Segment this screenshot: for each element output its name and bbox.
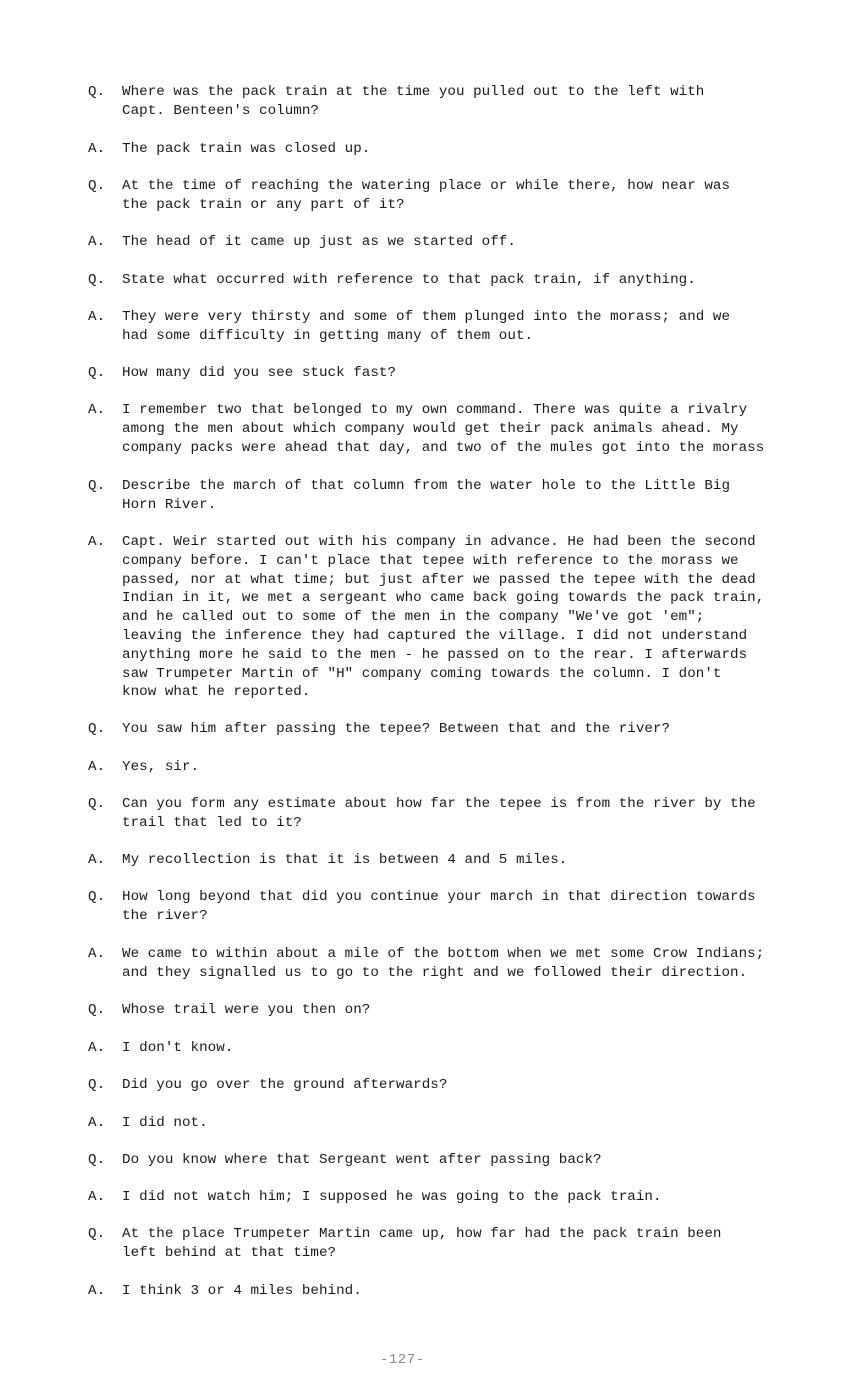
speaker-label: Q.	[88, 84, 106, 100]
speaker-label: Q.	[88, 1226, 106, 1242]
speaker-label: A.	[88, 759, 106, 775]
speaker-label: A.	[88, 852, 106, 868]
entry-text: Where was the pack train at the time you pulled out to the left with Capt. Benteen's column?	[122, 84, 705, 119]
speaker-label: A.	[88, 1189, 106, 1205]
entry-text: Describe the march of that column from the water hole to the Little Big Horn River.	[122, 478, 731, 513]
entry-text: The head of it came up just as we started off.	[122, 234, 516, 250]
answer-entry	[88, 1282, 818, 1301]
speaker-label: A.	[88, 234, 106, 250]
speaker-label: Q.	[88, 365, 106, 381]
entry-text: My recollection is that it is between 4 and 5 miles.	[122, 852, 568, 868]
answer-entry	[88, 140, 818, 159]
speaker-label: Q.	[88, 478, 106, 494]
speaker-label: A.	[88, 946, 106, 962]
entry-text: Did you go over the ground afterwards?	[122, 1077, 448, 1093]
answer-entry	[88, 308, 818, 346]
entry-text: I did not watch him; I supposed he was going to the pack train.	[122, 1189, 662, 1205]
question-entry	[88, 720, 818, 739]
speaker-label: Q.	[88, 1152, 106, 1168]
answer-entry	[88, 533, 818, 702]
question-entry	[88, 888, 818, 926]
entry-text: I did not.	[122, 1115, 208, 1131]
question-entry	[88, 177, 818, 215]
entry-text: Capt. Weir started out with his company in advance. He had been the second company before. I can't place that tepee with reference to the morass we passed, nor at what time; but just after we passed the tepee with the dead Indian in it, we met a sergeant who came back going towards the pack train, and he called out to some of the men in the company "We've got 'em"; leaving the inference they had captured the village. I did not understand anything more he said to the men - he passed on to the rear. I afterwards saw Trumpeter Martin of "H" company coming towards the column. I don't know what he reported.	[122, 534, 765, 701]
speaker-label: A.	[88, 1040, 106, 1056]
speaker-label: A.	[88, 402, 106, 418]
entry-text: I don't know.	[122, 1040, 234, 1056]
entry-text: Do you know where that Sergeant went after passing back?	[122, 1152, 602, 1168]
speaker-label: Q.	[88, 178, 106, 194]
speaker-label: Q.	[88, 796, 106, 812]
question-entry	[88, 795, 818, 833]
entry-text: They were very thirsty and some of them plunged into the morass; and we had some difficulty in getting many of them out.	[122, 309, 731, 344]
speaker-label: A.	[88, 1283, 106, 1299]
question-entry	[88, 1151, 818, 1170]
question-entry	[88, 364, 818, 383]
entry-text: I remember two that belonged to my own command. There was quite a rivalry among the men about which company would get their pack animals ahead. My company packs were ahead that day, and two of the mules got into the morass	[122, 402, 765, 456]
speaker-label: Q.	[88, 1002, 106, 1018]
entry-text: At the time of reaching the watering place or while there, how near was the pack train or any part of it?	[122, 178, 731, 213]
answer-entry	[88, 758, 818, 777]
entry-text: At the place Trumpeter Martin came up, how far had the pack train been left behind at that time?	[122, 1226, 722, 1261]
answer-entry	[88, 233, 818, 252]
answer-entry	[88, 1114, 818, 1133]
question-entry	[88, 271, 818, 290]
entry-text: State what occurred with reference to that pack train, if anything.	[122, 272, 696, 288]
answer-entry	[88, 851, 818, 870]
question-entry	[88, 1076, 818, 1095]
entry-text: Yes, sir.	[122, 759, 200, 775]
page-number: -127-	[380, 1352, 425, 1368]
question-entry	[88, 83, 818, 121]
speaker-label: A.	[88, 1115, 106, 1131]
entry-text: Can you form any estimate about how far the tepee is from the river by the trail that led to it?	[122, 796, 756, 831]
answer-entry	[88, 1039, 818, 1058]
question-entry	[88, 1225, 818, 1263]
answer-entry	[88, 401, 818, 457]
answer-entry	[88, 1188, 818, 1207]
entry-text: We came to within about a mile of the bottom when we met some Crow Indians; and they signalled us to go to the right and we followed their direction.	[122, 946, 765, 981]
speaker-label: A.	[88, 309, 106, 325]
answer-entry	[88, 945, 818, 983]
speaker-label: A.	[88, 141, 106, 157]
speaker-label: Q.	[88, 889, 106, 905]
entry-text: How many did you see stuck fast?	[122, 365, 397, 381]
entry-text: The pack train was closed up.	[122, 141, 371, 157]
question-entry	[88, 1001, 818, 1020]
speaker-label: A.	[88, 534, 106, 550]
entry-text: Whose trail were you then on?	[122, 1002, 371, 1018]
speaker-label: Q.	[88, 1077, 106, 1093]
entry-text: I think 3 or 4 miles behind.	[122, 1283, 362, 1299]
speaker-label: Q.	[88, 272, 106, 288]
question-entry	[88, 477, 818, 515]
entry-text: How long beyond that did you continue your march in that direction towards the river?	[122, 889, 756, 924]
entry-text: You saw him after passing the tepee? Between that and the river?	[122, 721, 671, 737]
speaker-label: Q.	[88, 721, 106, 737]
